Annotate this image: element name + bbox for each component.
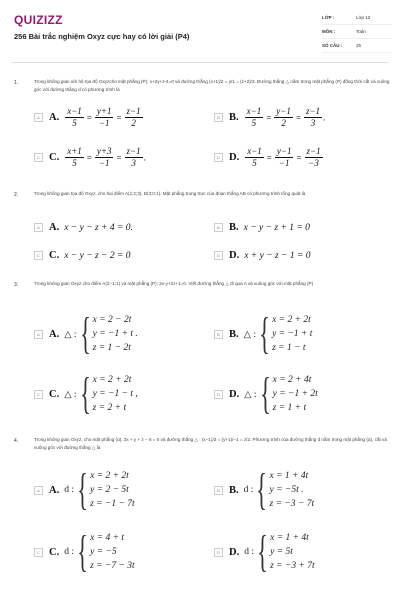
system-lines	[273, 373, 318, 415]
option-expression	[244, 146, 323, 169]
option-label: B.	[229, 112, 239, 123]
option-b[interactable]	[214, 222, 310, 233]
left-brace-icon: {	[77, 465, 88, 514]
fraction	[95, 146, 114, 169]
meta-row-class	[322, 11, 392, 25]
system-line: y = 5t	[270, 547, 293, 557]
equals-sign: =	[266, 112, 272, 123]
question-text: Trong không gian tọa độ Oxyz, cho hai điểm A(1;2;3), B(3;0;1). Mặt phẳng trung trực của đoạn thẳng AB có phương trình tổng quát là	[34, 191, 306, 196]
fraction	[95, 106, 114, 129]
quizizz-logo: QUIZIZZ	[14, 13, 63, 27]
question-number: 1.	[14, 80, 19, 86]
option-a[interactable]	[34, 106, 144, 129]
line-name: △ :	[243, 329, 256, 340]
denominator: 5	[72, 158, 77, 168]
equation-system	[64, 369, 138, 418]
option-b[interactable]	[214, 106, 325, 129]
system-lines	[90, 469, 135, 511]
system-line: x = 1 + 4t	[270, 533, 309, 543]
question-number: 4.	[14, 438, 19, 444]
equals-sign: =	[86, 152, 92, 163]
denominator: 3	[131, 158, 136, 168]
denominator: −1	[278, 158, 290, 168]
option-expression	[244, 106, 326, 129]
question-text: Trong không gian Oxyz cho điểm A(2;-1;1) và mặt phẳng (P): 2x-y+2z+1=0. Viết đường thẳng △ đi qua A và vuông góc với mặt phẳng (P)	[34, 281, 314, 286]
equals-sign: =	[296, 152, 302, 163]
meta-key: MÔN :	[322, 29, 336, 34]
option-d[interactable]	[214, 369, 318, 418]
system-line: y = −5	[90, 547, 117, 557]
system-line: y = −1 − t ,	[92, 389, 138, 399]
numerator: x+1	[67, 146, 82, 156]
denominator: −3	[308, 158, 319, 168]
system-line: z = −3 + 7t	[270, 561, 315, 571]
option-label: C.	[49, 250, 60, 261]
page-header	[0, 0, 400, 62]
equation-system	[243, 309, 313, 358]
option-c[interactable]	[34, 527, 135, 576]
option-letter-box: A	[34, 330, 43, 339]
fraction	[274, 106, 293, 129]
option-letter-box: C	[34, 251, 43, 260]
system-line: y = −1 + 2t	[272, 389, 318, 399]
option-c[interactable]	[34, 146, 146, 169]
option-letter-box: C	[34, 390, 43, 399]
equation-system	[64, 527, 135, 576]
equals-sign: =	[86, 112, 92, 123]
option-label: C.	[49, 152, 60, 163]
line-name: d :	[64, 485, 74, 495]
option-a[interactable]	[34, 222, 133, 233]
meta-value: Lớp 12	[356, 15, 371, 20]
system-lines	[90, 531, 135, 573]
option-d[interactable]	[214, 250, 311, 261]
denominator: −1	[98, 158, 110, 168]
trailing-punct: .	[143, 152, 146, 163]
system-line: x = 1 + 4t	[269, 471, 309, 481]
option-label: A.	[49, 328, 60, 340]
line-name: d :	[244, 547, 254, 557]
denominator: −1	[98, 118, 110, 128]
header-divider	[12, 62, 388, 63]
numerator: z−1	[305, 106, 321, 116]
equals-sign: =	[266, 152, 272, 163]
option-letter-box: C	[34, 153, 43, 162]
option-a[interactable]	[34, 465, 135, 514]
denominator: 2	[281, 118, 286, 128]
system-lines	[270, 531, 315, 573]
left-brace-icon: {	[259, 369, 271, 418]
left-brace-icon: {	[259, 309, 270, 358]
left-brace-icon: {	[77, 527, 88, 576]
meta-info	[322, 11, 392, 53]
equation-system	[244, 527, 315, 576]
denominator: 3	[310, 118, 316, 128]
option-label: D.	[229, 388, 240, 400]
fraction	[245, 106, 264, 129]
option-letter-box: B	[214, 486, 223, 495]
option-letter-box: B	[214, 223, 223, 232]
denominator: 2	[131, 118, 136, 128]
option-letter-box: A	[34, 113, 43, 122]
system-line: x = 2 + 2t	[92, 375, 132, 385]
option-label: A.	[49, 484, 60, 496]
option-label: B.	[229, 484, 239, 496]
equals-sign: =	[116, 112, 122, 123]
denominator: 5	[251, 118, 257, 128]
option-label: A.	[49, 112, 60, 123]
option-letter-box: D	[214, 390, 223, 399]
system-line: z = 2 + t	[92, 403, 127, 413]
fraction	[125, 106, 143, 129]
trailing-punct: .	[323, 112, 326, 123]
equation-system	[243, 465, 315, 514]
equation-system	[64, 465, 135, 514]
option-expression	[64, 146, 146, 169]
system-line: x = 4 + t	[90, 533, 125, 543]
question-number: 3.	[14, 282, 19, 288]
meta-row-count	[322, 39, 392, 53]
option-d[interactable]	[214, 146, 324, 169]
option-letter-box: B	[214, 330, 223, 339]
fraction	[304, 106, 322, 129]
document-title: 256 Bài trắc nghiệm Oxyz cực hay có lời giải (P4)	[14, 32, 190, 41]
numerator: x−1	[67, 106, 82, 116]
denominator: 5	[72, 118, 77, 128]
fraction	[245, 146, 264, 169]
denominator: 5	[252, 158, 257, 168]
option-label: B.	[229, 222, 239, 233]
meta-key: SỐ CÂU :	[322, 43, 343, 48]
numerator: x−1	[246, 106, 262, 116]
system-line: x = 2 + 4t	[272, 375, 312, 385]
numerator: z−1	[126, 146, 141, 156]
option-b[interactable]	[214, 465, 315, 514]
line-name: △ :	[64, 389, 77, 400]
left-brace-icon: {	[79, 309, 91, 358]
fraction	[275, 146, 294, 169]
option-label: A.	[49, 222, 60, 233]
meta-value: Toán	[356, 29, 366, 34]
option-letter-box: D	[214, 251, 223, 260]
system-line: z = 1 − 2t	[92, 343, 131, 353]
equals-sign: =	[295, 112, 301, 123]
option-letter-box: A	[34, 223, 43, 232]
option-letter-box: D	[214, 153, 223, 162]
numerator: y−1	[276, 146, 292, 156]
system-lines	[93, 313, 138, 355]
option-expression: x + y − z − 1 = 0	[244, 250, 311, 261]
system-line: x = 2 + 2t	[90, 471, 129, 481]
system-lines	[270, 469, 315, 511]
numerator: z−1	[306, 146, 321, 156]
meta-value: 25	[356, 43, 362, 48]
left-brace-icon: {	[256, 465, 268, 514]
equals-sign: =	[116, 152, 122, 163]
system-line: y = −1 + t	[272, 329, 313, 339]
fraction	[65, 106, 84, 129]
fraction	[305, 146, 323, 169]
option-label: C.	[49, 546, 60, 558]
option-d[interactable]	[214, 527, 315, 576]
system-lines	[272, 313, 312, 355]
fraction	[125, 146, 143, 169]
option-label: D.	[229, 250, 240, 261]
system-line: z = 1 − t	[272, 343, 306, 353]
fraction	[65, 146, 84, 169]
question-text: Trong không gian với hệ tọa độ Oxyzcho mặt phẳng (P): x+2y+z-4=0 và đường thẳng (x+1)/2 = y/1 = (z+2)/3. Đường thẳng △ nằm trong mặt phẳng (P) đồng thời cắt và vuông góc với đường thẳng d có phương trình là	[34, 79, 390, 92]
question-text: Trong không gian Oxyz, cho mặt phẳng (α): 3x + y + z − 6 = 0 và đường thẳng △ : (x−1)/3 = (y+1)/−1 = z/2. Phương trình của đường thẳng d nằm trong mặt phẳng (α), cắt và vuông góc với đường thẳng △ là	[34, 437, 387, 450]
numerator: y+3	[96, 146, 112, 156]
numerator: x−1	[247, 146, 262, 156]
equation-system	[244, 369, 318, 418]
option-letter-box: A	[34, 486, 43, 495]
system-line: z = −7 − 3t	[90, 561, 135, 571]
system-line: y = −5t .	[269, 485, 304, 495]
option-letter-box: D	[214, 548, 223, 557]
option-expression: x − y − z + 4 = 0.	[64, 222, 133, 233]
numerator: z−1	[126, 106, 141, 116]
option-c[interactable]	[34, 369, 138, 418]
line-name: △ :	[64, 329, 77, 340]
option-label: D.	[229, 546, 240, 558]
system-line: y = 2 − 5t	[90, 485, 129, 495]
system-line: z = 1 + t	[272, 403, 307, 413]
option-label: D.	[229, 152, 240, 163]
system-line: y = −1 + t .	[92, 329, 138, 339]
option-b[interactable]	[214, 309, 313, 358]
system-line: z = −3 − 7t	[269, 499, 315, 509]
option-label: C.	[49, 388, 60, 400]
left-brace-icon: {	[79, 369, 91, 418]
option-expression	[64, 106, 143, 129]
system-lines	[93, 373, 138, 415]
option-expression: x − y − z − 2 = 0	[64, 250, 131, 261]
meta-row-subject	[322, 25, 392, 39]
system-line: z = −1 − 7t	[90, 499, 135, 509]
question-number: 2.	[14, 192, 19, 198]
option-label: B.	[229, 328, 239, 340]
option-a[interactable]	[34, 309, 138, 358]
option-c[interactable]	[34, 250, 131, 261]
option-letter-box: C	[34, 548, 43, 557]
equation-system	[64, 309, 138, 358]
line-name: d :	[64, 547, 74, 557]
left-brace-icon: {	[257, 527, 268, 576]
line-name: △ :	[244, 389, 257, 400]
system-line: x = 2 + 2t	[272, 315, 311, 325]
numerator: y−1	[276, 106, 291, 116]
option-letter-box: B	[214, 113, 223, 122]
numerator: y+1	[96, 106, 112, 116]
system-line: x = 2 − 2t	[92, 315, 132, 325]
meta-key: LỚP :	[322, 15, 335, 20]
line-name: d :	[243, 485, 254, 495]
option-expression: x − y − z + 1 = 0	[243, 222, 310, 233]
